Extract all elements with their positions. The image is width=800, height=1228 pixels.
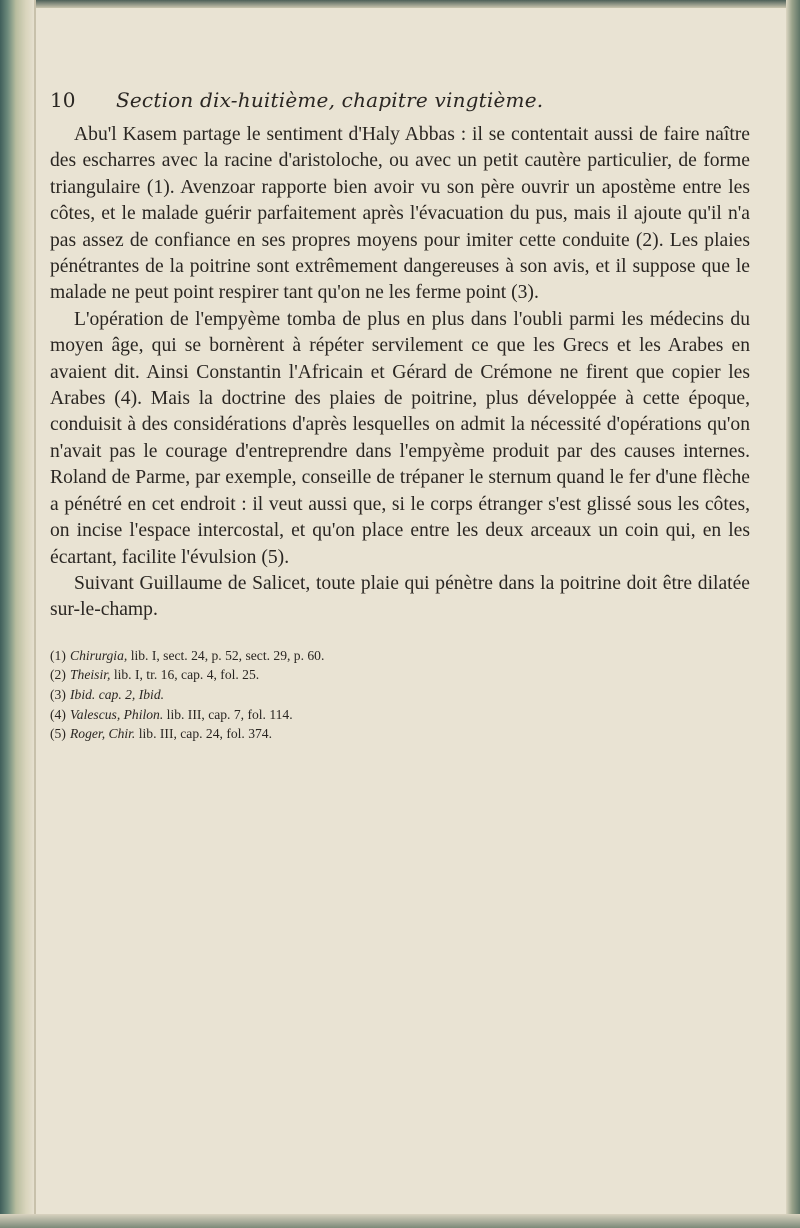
page-bottom-edge bbox=[0, 1214, 800, 1228]
footnote-number: (4) bbox=[50, 706, 66, 722]
page-number: 10 bbox=[50, 88, 76, 112]
book-binding-edge bbox=[0, 0, 34, 1228]
footnote-number: (2) bbox=[50, 667, 66, 683]
paragraph-abu-kasem: Abu'l Kasem partage le sentiment d'Haly Abbas : il se contentait aussi de faire naître des escharres avec la racine d'aristoloche, ou avec un petit cautère particulier, de forme triangulaire (1). Avenzoar rapporte bien avoir vu son père ouvrir un apostème entre les côtes, et le malade guérir parfaitement après l'évacuation du pus, mais il ajoute qu'il n'a pas assez de confiance en ses propres moyens pour imiter cette conduite (2). Les plaies pénétrantes de la poitrine sont extrêmement dangereuses à son avis, et il suppose que le malade ne peut point respirer tant qu'on ne les ferme point (3). bbox=[50, 124, 750, 304]
gutter-line bbox=[34, 0, 36, 1228]
footnote bbox=[50, 705, 750, 725]
book-page bbox=[50, 88, 770, 744]
page-header bbox=[50, 88, 770, 118]
footnote-source: Valescus, Philon. bbox=[70, 706, 164, 722]
footnotes bbox=[50, 646, 750, 744]
footnote bbox=[50, 685, 750, 705]
footnote-source: Roger, Chir. bbox=[70, 726, 136, 742]
footnote-source: Chirurgia, bbox=[70, 647, 128, 663]
footnote-number: (1) bbox=[50, 647, 66, 663]
paragraph-salicet: Suivant Guillaume de Salicet, toute plaie qui pénètre dans la poitrine doit être dilatée sur-le-champ. bbox=[50, 572, 750, 621]
footnote-reference: lib. I, sect. 24, p. 52, sect. 29, p. 60. bbox=[127, 647, 325, 663]
footnote-reference: lib. III, cap. 7, fol. 114. bbox=[163, 706, 293, 722]
footnote-source: Theisir, bbox=[70, 667, 111, 683]
footnote-number: (3) bbox=[50, 686, 66, 702]
footnote bbox=[50, 646, 750, 666]
paragraph-empyeme: L'opération de l'empyème tomba de plus en plus dans l'oubli parmi les médecins du moyen âge, qui se bornèrent à répéter servilement ce que les Grecs et les Arabes en avaient dit. Ainsi Constantin l'Africain et Gérard de Crémone ne firent que copier les Arabes (4). Mais la doctrine des plaies de poitrine, plus développée à cette époque, conduisit à des considérations d'après lesquelles on admit la nécessité d'opérations qu'on n'avait pas le courage d'entreprendre dans l'empyème produit par des causes internes. Roland de Parme, par exemple, conseille de trépaner le sternum quand le fer d'une flèche a pénétré en cet endroit : il veut aussi que, si le corps étranger s'est glissé sous les côtes, on incise l'espace intercostal, et qu'on place entre les deux arceaux un coin qui, en les écartant, facilite l'évulsion (5). bbox=[50, 308, 750, 568]
running-title: Section dix-huitième, chapitre vingtième. bbox=[116, 88, 544, 112]
page-top-edge bbox=[0, 0, 800, 8]
footnote-reference: lib. I, tr. 16, cap. 4, fol. 25. bbox=[110, 667, 260, 683]
page-right-edge bbox=[786, 0, 800, 1228]
footnote bbox=[50, 665, 750, 685]
footnote bbox=[50, 724, 750, 744]
footnote-source: Ibid. cap. 2, Ibid. bbox=[70, 686, 165, 702]
body-text bbox=[50, 122, 750, 624]
footnote-number: (5) bbox=[50, 726, 66, 742]
footnote-reference: lib. III, cap. 24, fol. 374. bbox=[135, 726, 273, 742]
